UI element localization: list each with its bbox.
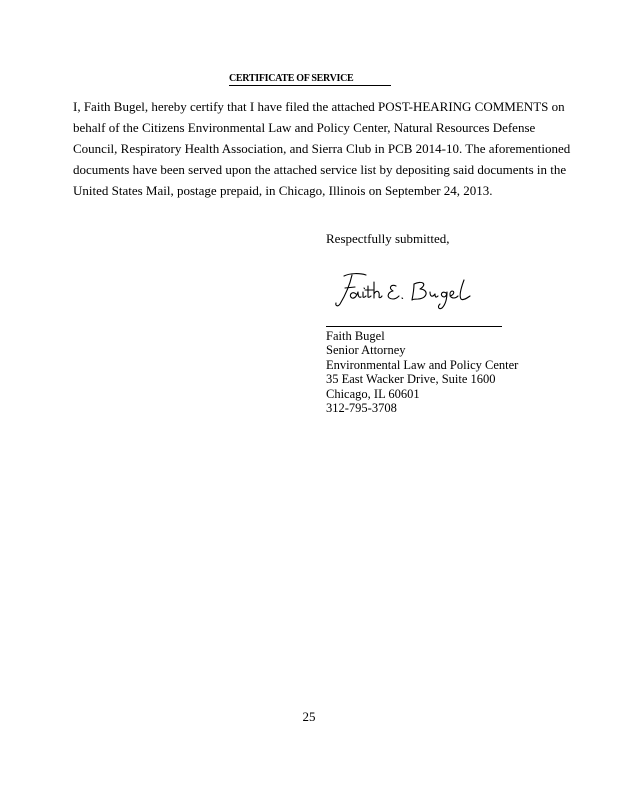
handwritten-signature [330, 268, 480, 313]
signature-block [326, 329, 518, 415]
signature-line [326, 326, 502, 327]
closing-salutation: Respectfully submitted, [326, 231, 450, 246]
signatory-address-line1: 35 East Wacker Drive, Suite 1600 [326, 372, 496, 387]
paragraph-line: Council, Respiratory Health Association, and Sierra Club in PCB 2014-10. The aforementioned [73, 141, 571, 156]
signatory-phone: 312-795-3708 [326, 401, 397, 416]
paragraph-line: behalf of the Citizens Environmental Law and Policy Center, Natural Resources Defense [73, 120, 536, 135]
paragraph-line: United States Mail, postage prepaid, in Chicago, Illinois on September 24, 2013. [73, 183, 493, 198]
certification-paragraph [73, 96, 603, 201]
paragraph-line: documents have been served upon the attached service list by depositing said documents in the [73, 162, 567, 177]
signatory-organization: Environmental Law and Policy Center [326, 357, 519, 372]
page-number: 25 [302, 709, 316, 724]
signatory-title: Senior Attorney [326, 343, 406, 358]
certificate-title: CERTIFICATE OF SERVICE [229, 72, 391, 86]
signatory-name: Faith Bugel [326, 329, 385, 343]
paragraph-line: I, Faith Bugel, hereby certify that I have filed the attached POST-HEARING COMMENTS on [73, 99, 565, 114]
signatory-address-line2: Chicago, IL 60601 [326, 386, 420, 401]
